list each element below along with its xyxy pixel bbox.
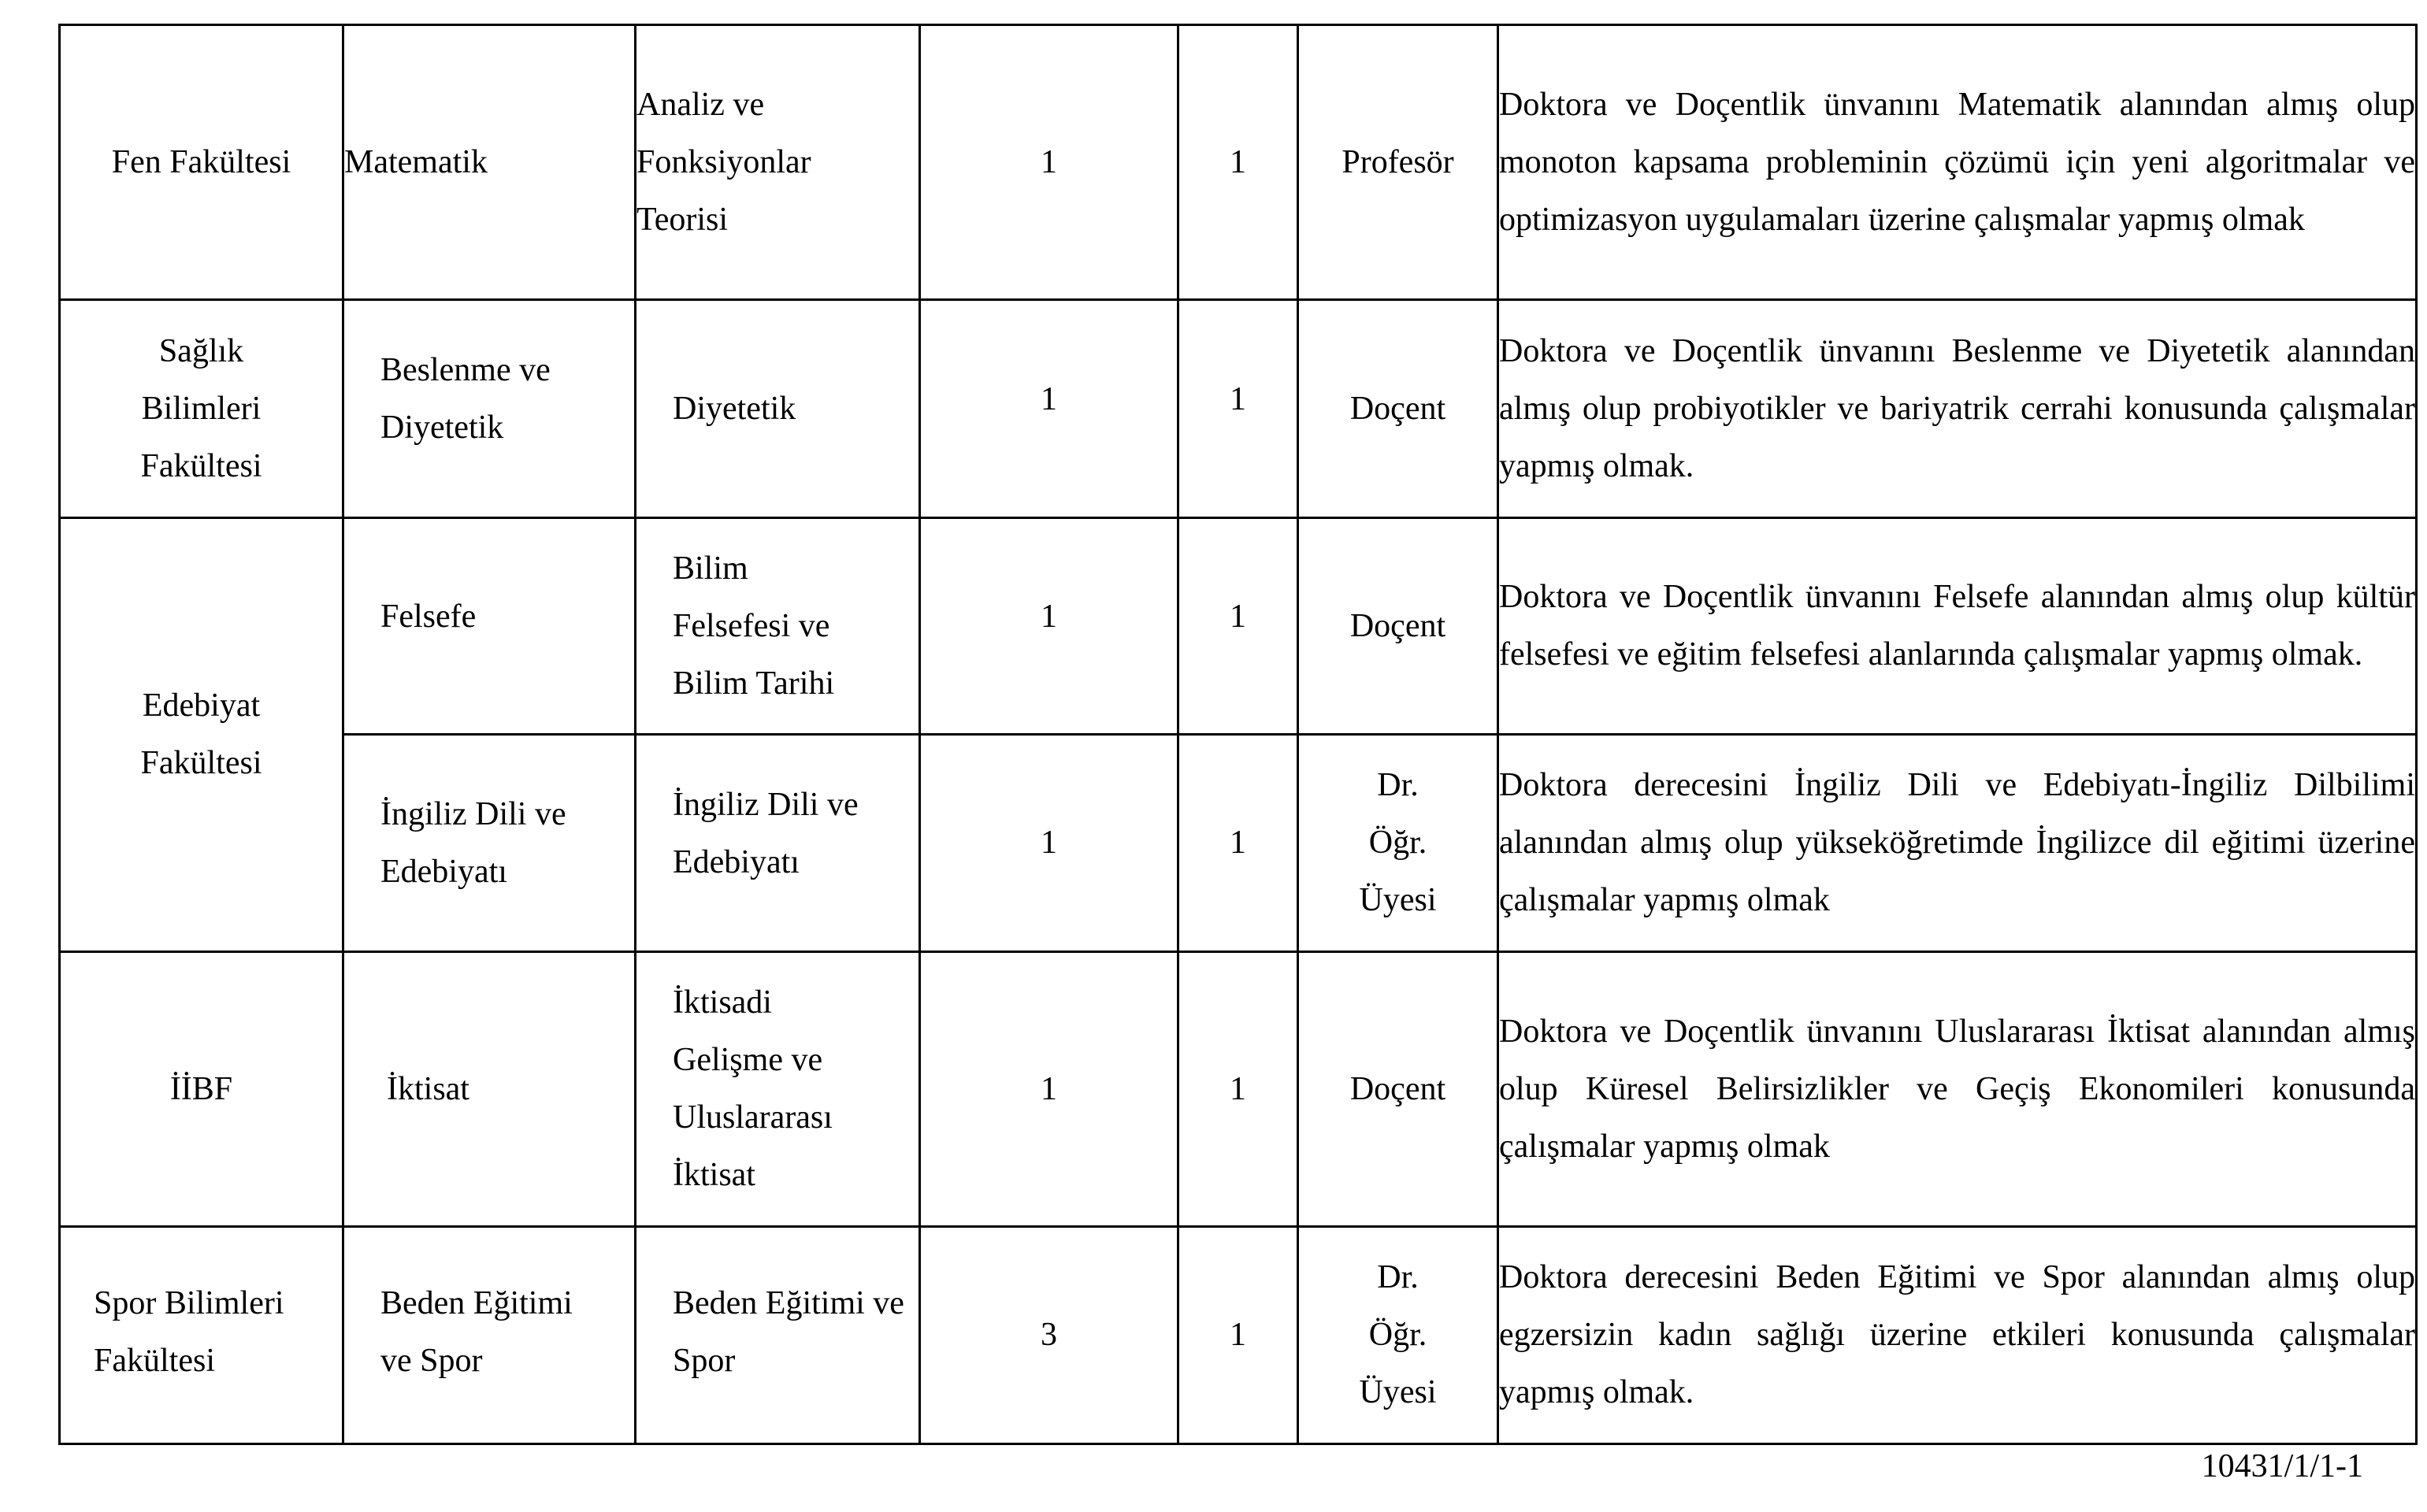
requirement-cell: Doktora ve Doçentlik ünvanını Felsefe alanından almış olup kültür felsefesi ve eğitim felsefesi alanlarında çalışmalar yapmış olmak. <box>1498 518 2417 735</box>
positions-cell: 1 <box>1178 735 1298 952</box>
faculty-positions-table <box>58 24 2418 1445</box>
count-cell: 3 <box>920 1227 1178 1444</box>
requirement-cell: Doktora derecesini İngiliz Dili ve Edebiyatı-İngiliz Dilbilimi alanından almış olup yükseköğretimde İngilizce dil eğitimi üzerine çalışmalar yapmış olmak <box>1498 735 2417 952</box>
department-cell <box>343 1227 636 1444</box>
requirement-cell: Doktora ve Doçentlik ünvanını Uluslararası İktisat alanından almış olup Küresel Belirsizlikler ve Geçiş Ekonomileri konusunda çalışmalar yapmış olmak <box>1498 952 2417 1227</box>
department-cell <box>343 518 636 735</box>
area-cell: Bilim Felsefesi ve Bilim Tarihi <box>636 518 920 735</box>
positions-cell <box>1178 300 1298 518</box>
area-cell <box>636 735 920 952</box>
faculty-cell: Fen Fakültesi <box>60 25 343 300</box>
department-cell <box>343 300 636 518</box>
department-cell: İngiliz Dili ve Edebiyatı <box>343 735 636 952</box>
table-row <box>60 735 2417 952</box>
count-text: 1 <box>1041 598 1057 635</box>
area-cell: İktisadi Gelişme ve Uluslararası İktisat <box>636 952 920 1227</box>
area-cell: Analiz ve Fonksiyonlar Teorisi <box>636 25 920 300</box>
table-row <box>60 25 2417 300</box>
title-cell: Doçent <box>1298 518 1498 735</box>
area-cell: Diyetetik <box>636 300 920 518</box>
positions-text: 1 <box>1230 598 1246 635</box>
area-text: İngiliz Dili ve Edebiyatı <box>673 786 859 880</box>
table-row <box>60 518 2417 735</box>
faculty-cell: Sağlık Bilimleri Fakültesi <box>60 300 343 518</box>
department-text: Felsefe <box>380 598 477 635</box>
department-cell: İktisat <box>343 952 636 1227</box>
title-cell: Doçent <box>1298 952 1498 1227</box>
requirement-cell: Doktora ve Doçentlik ünvanını Matematik alanından almış olup monoton kapsama probleminin çözümü için yeni algoritmalar ve optimizasyon uygulamaları üzerine çalışmalar yapmış olmak <box>1498 25 2417 300</box>
department-text: Beslenme ve Diyetetik <box>380 352 551 446</box>
table-row <box>60 1227 2417 1444</box>
count-cell: 1 <box>920 952 1178 1227</box>
title-cell: Doçent <box>1298 300 1498 518</box>
faculty-text: Spor Bilimleri Fakültesi <box>94 1284 284 1379</box>
count-cell: 1 <box>920 735 1178 952</box>
faculty-cell: Edebiyat Fakültesi <box>60 518 343 952</box>
faculty-cell <box>60 1227 343 1444</box>
department-cell: Matematik <box>343 25 636 300</box>
area-cell <box>636 1227 920 1444</box>
count-cell <box>920 300 1178 518</box>
positions-cell: 1 <box>1178 952 1298 1227</box>
count-text: 1 <box>1041 380 1057 417</box>
positions-cell: 1 <box>1178 1227 1298 1444</box>
requirement-cell: Doktora derecesini Beden Eğitimi ve Spor alanından almış olup egzersizin kadın sağlığı üzerine etkileri konusunda çalışmalar yapmış olmak. <box>1498 1227 2417 1444</box>
positions-text: 1 <box>1230 380 1246 417</box>
positions-cell <box>1178 518 1298 735</box>
count-cell: 1 <box>920 25 1178 300</box>
faculty-cell: İİBF <box>60 952 343 1227</box>
table-row <box>60 952 2417 1227</box>
area-text: Beden Eğitimi ve Spor <box>673 1284 904 1379</box>
requirement-cell: Doktora ve Doçentlik ünvanını Beslenme ve Diyetetik alanından almış olup probiyotikler ve bariyatrik cerrahi konusunda çalışmalar yapmış olmak. <box>1498 300 2417 518</box>
document-code: 10431/1/1-1 <box>2201 1448 2363 1484</box>
count-cell <box>920 518 1178 735</box>
title-cell: Dr. Öğr. Üyesi <box>1298 735 1498 952</box>
title-cell: Dr. Öğr. Üyesi <box>1298 1227 1498 1444</box>
title-cell: Profesör <box>1298 25 1498 300</box>
table-row <box>60 300 2417 518</box>
positions-cell: 1 <box>1178 25 1298 300</box>
department-text: Beden Eğitimi ve Spor <box>380 1284 573 1379</box>
